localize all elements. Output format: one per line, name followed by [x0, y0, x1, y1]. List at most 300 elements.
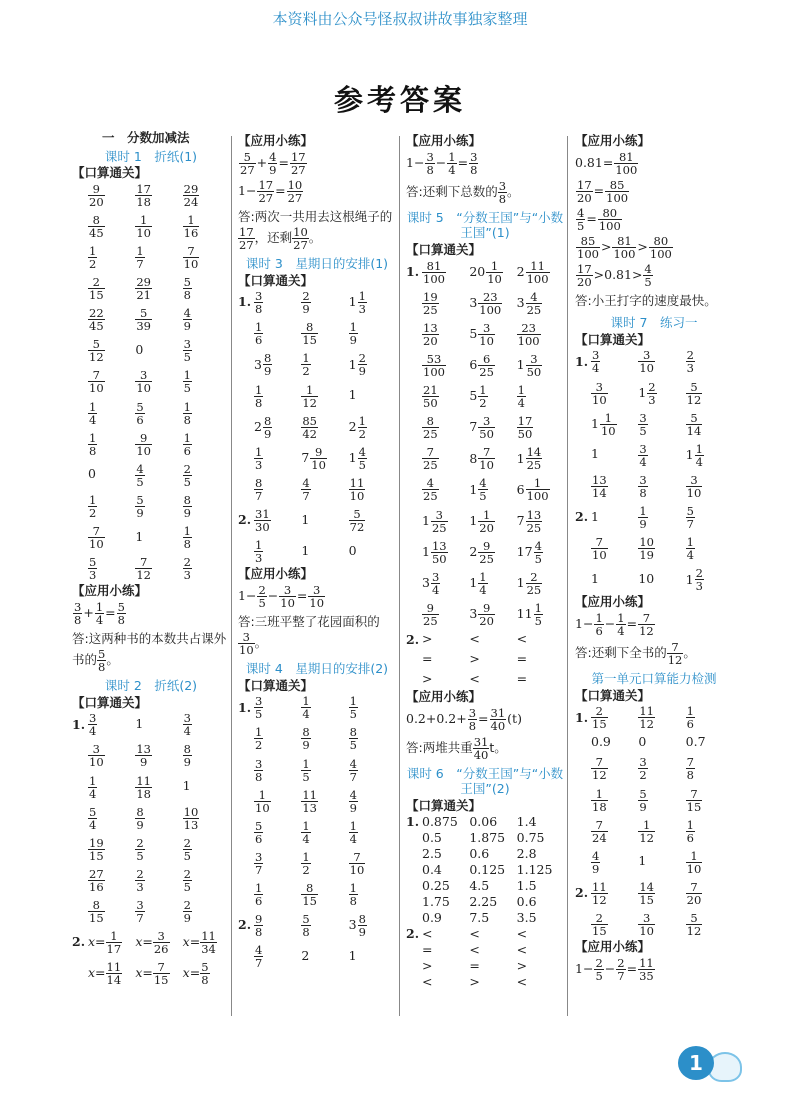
- answer-cell: 1: [638, 853, 647, 869]
- answer-cell: $\frac{1}{4}$: [89, 399, 97, 427]
- answer-cell: $\frac{5}{12}$: [89, 337, 104, 365]
- answer-cell: $\frac{2}{3}$: [136, 866, 144, 894]
- answer-cell: 2 $\frac{8}{9}$: [254, 413, 272, 441]
- answer-cell: $\frac{1}{6}$: [255, 881, 263, 909]
- answer-cell: 1 $\frac{1}{20}$: [469, 507, 494, 535]
- answer-cell: 1 $\frac{3}{50}$: [516, 351, 542, 379]
- section-heading: 【应用小练】: [575, 594, 651, 610]
- answer-cell: 1 $\frac{1}{3}$: [348, 289, 366, 317]
- lesson-title: 课时 1 折纸(1): [104, 148, 198, 164]
- answer-cell: $\frac{9}{20}$: [89, 181, 104, 209]
- answer-grid: [72, 183, 230, 582]
- answer-cell: 0.875: [422, 813, 458, 829]
- answer-cell: $\frac{4}{7}$: [255, 943, 263, 971]
- answer-cell: 0.25: [422, 877, 450, 893]
- answer-cell: 2 $\frac{1}{2}$: [348, 413, 366, 441]
- answer-cell: 2: [301, 947, 310, 963]
- answer-cell: $\frac{81}{100}$: [423, 258, 445, 286]
- section-heading: 【口算通关】: [575, 331, 651, 347]
- answer-cell: $\frac{3}{2}$: [639, 755, 647, 783]
- question-number: 1.: [406, 814, 420, 830]
- answer-cell: $\frac{5}{7}$: [686, 504, 694, 532]
- answer-cell: $\frac{2}{3}$: [686, 348, 694, 376]
- section-heading: 【应用小练】: [238, 133, 314, 148]
- answer-cell: $\frac{8}{15}$: [302, 320, 317, 348]
- answer-cell: 0.4: [422, 861, 442, 877]
- answer-cell: 5 $\frac{3}{10}$: [469, 320, 494, 348]
- answer-cell: 0.06: [469, 813, 498, 829]
- page-number: 1: [678, 1046, 714, 1080]
- answer-cell: $\frac{4}{9}$: [592, 848, 600, 876]
- answer-cell: $\frac{2}{15}$: [592, 911, 607, 939]
- column-divider: [567, 136, 568, 1016]
- question-number: 1.: [575, 353, 589, 369]
- answer-cell: $\frac{1}{8}$: [349, 881, 357, 909]
- answer-cell: 3 $\frac{9}{20}$: [469, 600, 494, 628]
- answer-cell: $\frac{17}{18}$: [136, 181, 151, 209]
- answer-cell: $\frac{9}{10}$: [136, 430, 151, 458]
- answer-cell: >: [516, 957, 528, 973]
- question-number: 1.: [238, 699, 252, 715]
- answer-cell: $\frac{1}{6}$: [255, 320, 263, 348]
- answer-cell: 3 $\frac{4}{25}$: [516, 289, 542, 317]
- section-heading: 【应用小练】: [575, 939, 651, 955]
- section-heading: 【应用小练】: [238, 566, 314, 582]
- answer-cell: $\frac{8}{9}$: [136, 804, 144, 832]
- answer-cell: $\frac{1}{2}$: [255, 725, 263, 753]
- answer-cell: 1 $\frac{1}{4}$: [469, 569, 487, 597]
- answer-cell: <: [516, 973, 528, 989]
- question-number: 2.: [406, 926, 420, 942]
- answer-cell: $\frac{8}{5}$: [349, 725, 357, 753]
- answer-grid: [406, 813, 564, 990]
- answer-cell: =: [469, 957, 480, 973]
- answer-cell: 0.7: [685, 734, 706, 750]
- answer-cell: $\frac{7}{10}$: [89, 524, 104, 552]
- question-number: 2.: [238, 917, 252, 933]
- answer-cell: 7 $\frac{3}{50}$: [469, 414, 494, 442]
- answer-cell: $\frac{8}{7}$: [255, 475, 263, 503]
- answer-cell: $\frac{1}{4}$: [302, 818, 310, 846]
- answer-cell: $\frac{10}{13}$: [183, 804, 199, 832]
- answer-cell: $\frac{1}{10}$: [686, 848, 702, 876]
- answer-cell: 3 $\frac{3}{4}$: [422, 569, 440, 597]
- answer-cell: $\frac{3}{7}$: [255, 849, 263, 877]
- section-heading: 【口算通关】: [72, 165, 148, 181]
- answer-cell: $\frac{7}{10}$: [89, 368, 104, 396]
- answer-cell: $\frac{53}{100}$: [423, 351, 445, 379]
- column-divider: [231, 136, 232, 1016]
- equation: 1− $\frac{3}{8}$ − $\frac{1}{4}$ = $\frac{3}{8}$: [406, 149, 478, 177]
- answer-cell: $\frac{1}{10}$: [136, 212, 151, 240]
- answer-cell: $\frac{2}{5}$: [183, 461, 191, 489]
- answer-cell: $\frac{1}{2}$: [89, 492, 97, 520]
- question-number: 2.: [575, 885, 589, 901]
- answer-cell: $\frac{3}{7}$: [136, 898, 144, 926]
- answer-cell: 0: [135, 341, 144, 357]
- answer-cell: $\frac{2}{5}$: [183, 835, 191, 863]
- equation: $\frac{17}{20}$ = $\frac{85}{100}$: [577, 177, 629, 205]
- answer-cell: $\frac{11}{12}$: [639, 704, 654, 732]
- equation: 0.81= $\frac{81}{100}$: [575, 149, 638, 177]
- answer-cell: $\frac{7}{24}$: [592, 817, 607, 845]
- answer-cell: =: [422, 651, 433, 666]
- answer-cell: >: [422, 957, 433, 973]
- answer-cell: $\frac{3}{8}$: [255, 756, 263, 784]
- answer-cell: $\frac{5}{8}$: [302, 912, 310, 940]
- answer-sentence: 答:小王打字的速度最快。: [575, 293, 717, 309]
- answer-cell: $\frac{3}{8}$: [639, 472, 647, 500]
- equation: $\frac{5}{27}$ + $\frac{4}{9}$ = $\frac{17}{27}$: [240, 149, 306, 177]
- answer-cell: $\frac{29}{21}$: [136, 275, 151, 303]
- answer-cell: $\frac{3}{4}$: [89, 711, 97, 739]
- answer-grid: [406, 260, 564, 688]
- answer-cell: $\frac{1}{8}$: [183, 524, 191, 552]
- answer-column-1: [72, 132, 230, 990]
- answer-cell: $\frac{7}{20}$: [686, 879, 702, 907]
- answer-cell: $\frac{5}{6}$: [136, 399, 144, 427]
- answer-cell: 3 $\frac{23}{100}$: [469, 289, 502, 317]
- answer-cell: 2 $\frac{9}{25}$: [469, 538, 494, 566]
- answer-cell: $\frac{3}{10}$: [89, 742, 104, 770]
- answer-cell: 1 $\frac{4}{5}$: [348, 444, 366, 472]
- answer-cell: $\frac{3}{5}$: [639, 410, 647, 438]
- answer-cell: 1: [348, 947, 357, 963]
- top-banner: 本资料由公众号怪叔叔讲故事独家整理: [272, 10, 528, 28]
- answer-cell: 0: [88, 466, 96, 482]
- answer-cell: $\frac{17}{50}$: [517, 414, 533, 442]
- answer-cell: <: [516, 941, 528, 957]
- equation: $\frac{85}{100}$ > $\frac{81}{100}$ > $\frac{80}{100}$: [577, 233, 672, 261]
- answer-cell: $\frac{3}{5}$: [255, 694, 263, 722]
- answer-cell: $\frac{4}{5}$: [136, 461, 144, 489]
- answer-cell: 2.25: [469, 893, 498, 909]
- section-heading: 【口算通关】: [72, 694, 148, 710]
- answer-cell: $\frac{1}{16}$: [183, 212, 199, 240]
- answer-cell: $\frac{3}{10}$: [639, 348, 654, 376]
- answer-cell: 0.9: [591, 734, 611, 750]
- answer-cell: x= $\frac{1}{17}$: [88, 929, 122, 957]
- lesson-title: 课时 4 星期日的安排(2): [245, 661, 389, 677]
- section-heading: 【口算通关】: [238, 677, 314, 693]
- answer-cell: $\frac{7}{8}$: [686, 755, 694, 783]
- answer-cell: 1 $\frac{2}{3}$: [638, 379, 656, 407]
- answer-sentence: 答:还剩下总数的 $\frac{3}{8}$ 。: [406, 178, 520, 206]
- answer-cell: $\frac{1}{12}$: [639, 817, 654, 845]
- answer-cell: 1.5: [516, 877, 537, 893]
- answer-cell: 11 $\frac{1}{5}$: [516, 600, 542, 628]
- answer-cell: $\frac{5}{39}$: [136, 306, 151, 334]
- answer-sentence: 答:两次一共用去这根绳子的 $\frac{17}{27}$ ，还剩 $\frac{10}{27}$ 。: [238, 208, 393, 252]
- answer-grid: [72, 712, 230, 986]
- answer-cell: $\frac{13}{9}$: [136, 742, 151, 770]
- answer-cell: 1.4: [516, 813, 537, 829]
- answer-cell: $\frac{2}{15}$: [89, 275, 104, 303]
- answer-cell: 1: [301, 511, 310, 527]
- answer-cell: $\frac{1}{2}$: [89, 243, 97, 271]
- answer-cell: <: [469, 941, 480, 957]
- answer-cell: 2.8: [516, 845, 537, 861]
- answer-cell: $\frac{1}{4}$: [89, 773, 97, 801]
- answer-cell: $\frac{5}{4}$: [89, 804, 97, 832]
- answer-cell: $\frac{2}{3}$: [183, 555, 191, 583]
- answer-cell: $\frac{5}{12}$: [686, 911, 702, 939]
- answer-cell: >: [469, 651, 480, 666]
- answer-cell: $\frac{5}{72}$: [349, 507, 365, 535]
- question-number: 1.: [72, 716, 86, 732]
- answer-cell: =: [422, 941, 433, 957]
- answer-column-2: [238, 132, 396, 973]
- answer-grid: [575, 349, 733, 592]
- answer-cell: $\frac{11}{12}$: [592, 879, 607, 907]
- answer-cell: =: [516, 671, 528, 686]
- answer-cell: $\frac{23}{100}$: [517, 320, 540, 348]
- answer-cell: $\frac{10}{19}$: [639, 535, 654, 563]
- answer-cell: $\frac{1}{3}$: [255, 538, 263, 566]
- answer-cell: $\frac{1}{4}$: [686, 535, 694, 563]
- equation: $\frac{3}{8}$ + $\frac{1}{4}$ = $\frac{5}{8}$: [74, 599, 125, 627]
- answer-cell: $\frac{13}{20}$: [423, 320, 438, 348]
- answer-grid: [238, 290, 396, 564]
- answer-cell: $\frac{1}{7}$: [136, 243, 144, 271]
- answer-cell: $\frac{19}{15}$: [89, 835, 104, 863]
- answer-cell: $\frac{1}{8}$: [89, 430, 97, 458]
- answer-cell: $\frac{1}{8}$: [255, 382, 263, 410]
- answer-cell: 0.75: [516, 829, 545, 845]
- answer-cell: <: [516, 925, 528, 941]
- answer-cell: $\frac{13}{14}$: [592, 472, 607, 500]
- answer-cell: 0.6: [516, 893, 537, 909]
- equation: 1− $\frac{2}{5}$ − $\frac{3}{10}$ = $\frac{3}{10}$: [238, 582, 325, 610]
- answer-column-4: [575, 132, 733, 985]
- answer-cell: 1.875: [469, 829, 506, 845]
- answer-cell: $\frac{1}{2}$: [302, 351, 310, 379]
- equation: $\frac{4}{5}$ = $\frac{80}{100}$: [577, 205, 621, 233]
- answer-cell: 1 $\frac{2}{3}$: [685, 566, 703, 594]
- answer-cell: 1 $\frac{1}{10}$: [591, 410, 616, 438]
- answer-cell: 1: [301, 542, 310, 558]
- answer-cell: 1.75: [422, 893, 450, 909]
- answer-cell: $\frac{1}{9}$: [639, 504, 647, 532]
- answer-cell: $\frac{7}{25}$: [423, 445, 438, 473]
- answer-cell: 3 $\frac{8}{9}$: [254, 351, 272, 379]
- answer-cell: $\frac{4}{7}$: [302, 475, 310, 503]
- unit-title: 一 分数加减法: [102, 130, 190, 145]
- answer-cell: $\frac{3}{4}$: [183, 711, 191, 739]
- answer-cell: $\frac{7}{12}$: [136, 555, 151, 583]
- answer-cell: 8 $\frac{7}{10}$: [469, 445, 494, 473]
- lesson-title: 课时 6 “分数王国”与“小数王国”(2): [406, 765, 564, 797]
- answer-cell: $\frac{11}{18}$: [136, 773, 151, 801]
- answer-cell: $\frac{8}{9}$: [302, 725, 310, 753]
- lesson-title: 课时 3 星期日的安排(1): [245, 256, 389, 271]
- equation: 1− $\frac{17}{27}$ = $\frac{10}{27}$: [238, 177, 303, 205]
- answer-cell: x= $\frac{7}{15}$: [135, 960, 169, 988]
- answer-cell: 0.5: [422, 829, 442, 845]
- answer-cell: $\frac{19}{25}$: [423, 289, 438, 317]
- answer-cell: 1: [591, 570, 599, 586]
- answer-cell: $\frac{1}{9}$: [349, 320, 357, 348]
- answer-cell: 1: [591, 508, 599, 524]
- answer-cell: 1 $\frac{2}{9}$: [348, 351, 366, 379]
- equation: 1− $\frac{1}{6}$ − $\frac{1}{4}$ = $\frac{7}{12}$: [575, 610, 654, 638]
- answer-cell: 1: [591, 446, 599, 462]
- answer-cell: x= $\frac{11}{34}$: [182, 929, 216, 957]
- answer-cell: 1.125: [516, 861, 553, 877]
- answer-cell: $\frac{14}{15}$: [639, 879, 654, 907]
- answer-cell: $\frac{2}{5}$: [183, 866, 191, 894]
- answer-cell: >: [422, 671, 433, 686]
- answer-cell: $\frac{4}{9}$: [183, 306, 191, 334]
- answer-cell: $\frac{1}{5}$: [349, 694, 357, 722]
- answer-cell: $\frac{1}{6}$: [183, 430, 191, 458]
- answer-cell: $\frac{21}{50}$: [423, 383, 438, 411]
- answer-cell: $\frac{7}{12}$: [592, 755, 607, 783]
- answer-cell: $\frac{5}{9}$: [639, 786, 647, 814]
- answer-cell: $\frac{9}{8}$: [255, 912, 263, 940]
- answer-cell: $\frac{3}{4}$: [592, 348, 600, 376]
- answer-cell: 7 $\frac{9}{10}$: [301, 444, 326, 472]
- question-number: 1.: [575, 709, 589, 725]
- answer-cell: 0: [638, 734, 647, 750]
- section-heading: 【应用小练】: [406, 133, 482, 148]
- answer-cell: 6 $\frac{1}{100}$: [516, 476, 549, 504]
- lesson-title: 课时 7 练习一: [610, 315, 698, 331]
- answer-cell: $\frac{1}{5}$: [183, 368, 191, 396]
- question-number: 2.: [575, 509, 589, 525]
- answer-cell: $\frac{1}{8}$: [183, 399, 191, 427]
- answer-cell: $\frac{9}{25}$: [423, 600, 438, 628]
- answer-cell: $\frac{31}{30}$: [255, 507, 270, 535]
- answer-cell: 0.6: [469, 845, 490, 861]
- answer-cell: 1: [182, 778, 191, 794]
- answer-cell: $\frac{5}{8}$: [183, 275, 191, 303]
- answer-cell: <: [469, 671, 480, 686]
- answer-cell: $\frac{4}{7}$: [349, 756, 357, 784]
- answer-cell: $\frac{1}{4}$: [349, 818, 357, 846]
- answer-sentence: 答:两堆共重 $\frac{31}{40}$ t。: [406, 734, 507, 762]
- answer-cell: $\frac{8}{9}$: [183, 742, 191, 770]
- answer-cell: $\frac{1}{10}$: [255, 787, 270, 815]
- answer-cell: $\frac{11}{13}$: [302, 787, 317, 815]
- answer-cell: 3 $\frac{8}{9}$: [348, 912, 366, 940]
- answer-cell: $\frac{5}{9}$: [136, 492, 144, 520]
- section-heading: 【口算通关】: [406, 798, 482, 813]
- answer-cell: $\frac{2}{9}$: [302, 289, 310, 317]
- answer-cell: $\frac{4}{25}$: [423, 476, 438, 504]
- question-number: 1.: [406, 263, 420, 279]
- answer-cell: $\frac{3}{5}$: [183, 337, 191, 365]
- answer-cell: $\frac{27}{16}$: [89, 866, 104, 894]
- answer-cell: x= $\frac{11}{14}$: [88, 960, 122, 988]
- answer-cell: 1 $\frac{2}{25}$: [516, 569, 542, 597]
- question-number: 2.: [72, 934, 86, 950]
- answer-cell: 1 $\frac{1}{4}$: [685, 441, 703, 469]
- answer-cell: $\frac{8}{15}$: [89, 898, 104, 926]
- answer-cell: $\frac{22}{45}$: [89, 306, 104, 334]
- answer-cell: $\frac{3}{10}$: [136, 368, 151, 396]
- answer-cell: <: [516, 631, 528, 646]
- answer-cell: $\frac{1}{2}$: [302, 849, 310, 877]
- section-heading: 【应用小练】: [72, 583, 148, 599]
- question-number: 2.: [238, 512, 252, 528]
- answer-grid: [238, 695, 396, 969]
- answer-cell: $\frac{1}{3}$: [255, 444, 263, 472]
- answer-cell: 20 $\frac{1}{10}$: [469, 258, 502, 286]
- answer-cell: $\frac{5}{14}$: [686, 410, 702, 438]
- answer-cell: $\frac{11}{10}$: [349, 475, 365, 503]
- answer-cell: 1: [135, 528, 144, 544]
- equation: 0.2+0.2+ $\frac{3}{8}$ = $\frac{31}{40}$ (t): [406, 705, 522, 733]
- answer-cell: <: [422, 973, 433, 989]
- answer-cell: x= $\frac{5}{8}$: [182, 960, 209, 988]
- answer-cell: $\frac{29}{24}$: [183, 181, 199, 209]
- answer-cell: $\frac{7}{10}$: [592, 535, 607, 563]
- section-heading: 【口算通关】: [238, 272, 314, 288]
- answer-cell: $\frac{7}{10}$: [349, 849, 365, 877]
- answer-cell: 7 $\frac{13}{25}$: [516, 507, 542, 535]
- answer-cell: $\frac{3}{8}$: [255, 289, 263, 317]
- answer-cell: <: [422, 925, 433, 941]
- answer-cell: $\frac{3}{4}$: [639, 441, 647, 469]
- answer-cell: $\frac{7}{15}$: [686, 786, 702, 814]
- answer-cell: $\frac{8}{15}$: [302, 881, 317, 909]
- answer-sentence: 答:这两种书的本数共占课外书的 $\frac{5}{8}$ 。: [72, 630, 227, 675]
- answer-cell: $\frac{2}{9}$: [183, 898, 191, 926]
- answer-cell: $\frac{8}{45}$: [89, 212, 104, 240]
- answer-cell: 0.125: [469, 861, 506, 877]
- answer-cell: $\frac{1}{5}$: [302, 756, 310, 784]
- answer-cell: $\frac{5}{6}$: [255, 818, 263, 846]
- answer-cell: 1: [135, 715, 144, 731]
- section-heading: 【应用小练】: [406, 689, 482, 704]
- equation: 1− $\frac{2}{5}$ − $\frac{2}{7}$ = $\frac{11}{35}$: [575, 955, 654, 983]
- answer-cell: $\frac{4}{9}$: [349, 787, 357, 815]
- answer-cell: $\frac{2}{5}$: [136, 835, 144, 863]
- answer-cell: $\frac{85}{42}$: [302, 413, 317, 441]
- answer-sentence: 答:还剩下全书的 $\frac{7}{12}$ 。: [575, 640, 696, 668]
- page-title: 参考答案: [333, 83, 466, 117]
- answer-cell: 1 $\frac{3}{25}$: [422, 507, 447, 535]
- answer-cell: $\frac{1}{18}$: [592, 786, 607, 814]
- answer-cell: x= $\frac{3}{26}$: [135, 929, 169, 957]
- answer-sentence: 答:三班平整了花园面积的 $\frac{3}{10}$ 。: [238, 613, 380, 658]
- answer-cell: $\frac{1}{12}$: [302, 382, 317, 410]
- lesson-title: 课时 5 “分数王国”与“小数王国”(1): [406, 209, 564, 241]
- answer-cell: $\frac{8}{9}$: [183, 492, 191, 520]
- answer-column-3: [406, 132, 564, 994]
- answer-cell: $\frac{1}{6}$: [686, 704, 694, 732]
- answer-cell: 1 $\frac{14}{25}$: [516, 445, 542, 473]
- answer-cell: <: [469, 631, 480, 646]
- answer-cell: =: [516, 651, 528, 666]
- answer-cell: 2 $\frac{11}{100}$: [516, 258, 549, 286]
- question-number: 2.: [406, 631, 420, 647]
- answer-cell: 10: [638, 570, 655, 586]
- answer-cell: 4.5: [469, 877, 490, 893]
- column-divider: [399, 136, 400, 1016]
- answer-cell: >: [422, 631, 433, 646]
- answer-cell: 7.5: [469, 909, 490, 925]
- answer-cell: 17 $\frac{4}{5}$: [516, 538, 542, 566]
- lesson-title: 第一单元口算能力检测: [591, 671, 717, 687]
- answer-cell: $\frac{8}{25}$: [423, 414, 438, 442]
- lesson-title: 课时 2 折纸(2): [104, 678, 198, 694]
- answer-cell: $\frac{5}{3}$: [89, 555, 97, 583]
- answer-cell: >: [469, 973, 480, 989]
- answer-cell: 5 $\frac{1}{2}$: [469, 383, 487, 411]
- answer-cell: 1: [348, 387, 357, 403]
